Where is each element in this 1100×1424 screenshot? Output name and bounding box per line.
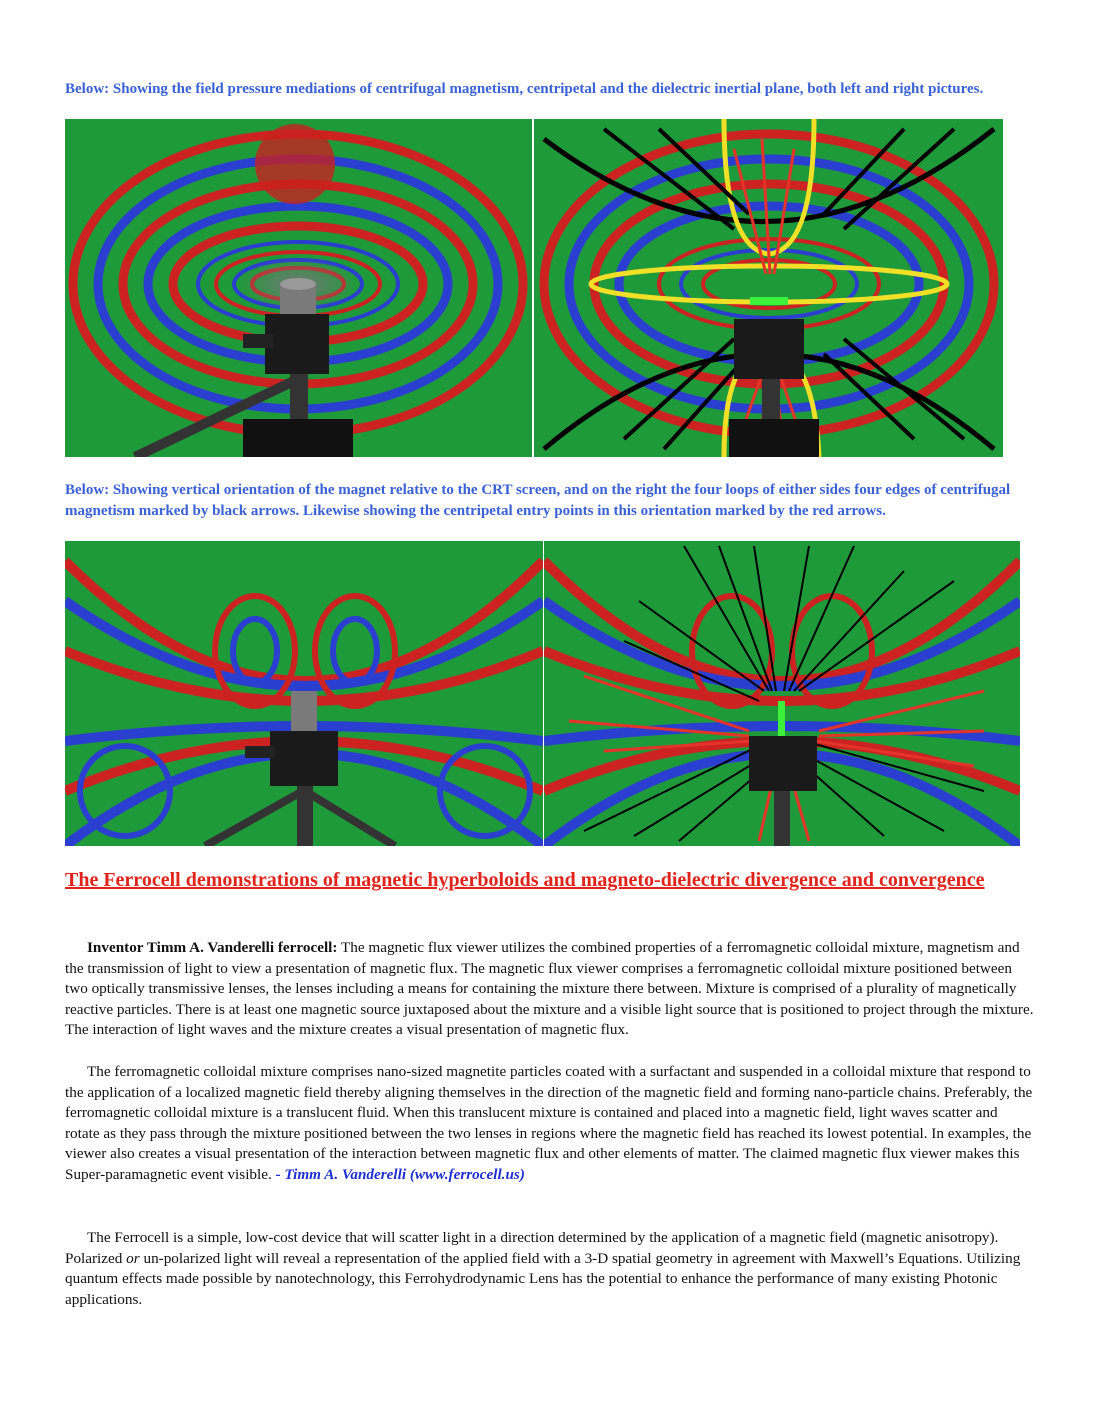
ferrocell-photo-vertical bbox=[65, 541, 543, 846]
ferrocell-photo-horizontal-annotated bbox=[534, 119, 1003, 457]
paragraph-inventor-body: The magnetic flux viewer utilizes the combined properties of a ferromagnetic colloidal mixture, magnetism and the transmission of light to view a presentation of magnetic flux. The magnetic flux viewer comprises a ferromagnetic colloidal mixture positioned between two optically transmissive lenses, the lenses including a means for containing the mixture there between. Mixture is comprised of a plurality of magnetically reactive particles. There is at least one magnetic source juxtaposed about the mixture and a visible light source that is positioned to project through the mixture. The interaction of light waves and the mixture creates a visual presentation of magnetic flux. bbox=[65, 939, 1034, 1038]
caption-field-pressure: Below: Showing the field pressure mediations of centrifugal magnetism, centripetal and the dielectric inertial plane, both left and right pictures. bbox=[65, 81, 984, 97]
paragraph-colloidal-mixture bbox=[65, 1062, 1035, 1185]
ferrocell-photo-vertical-annotated bbox=[544, 541, 1020, 846]
inventor-lead: Inventor Timm A. Vanderelli ferrocell: bbox=[87, 939, 338, 956]
caption-vertical-orientation: Below: Showing vertical orientation of the magnet relative to the CRT screen, and on the right the four loops of either sides four edges of centrifugal magnetism marked by black arrows. Likewise showing the centripetal entry points in this orientation marked by the red arrows. bbox=[65, 482, 1011, 519]
paragraph-device-before: The Ferrocell is a simple, low-cost device that will scatter light in a direction determined by the application of a magnetic field (magnetic anisotropy). Polarized bbox=[65, 1229, 999, 1267]
paragraph-colloidal-body: The ferromagnetic colloidal mixture comprises nano-sized magnetite particles coated with a surfactant and suspended in a colloidal mixture that respond to the application of a localized magnetic field thereby aligning themselves in the direction of the magnetic field and forming nano-particle chains. Preferably, the ferromagnetic colloidal mixture is a translucent fluid. When this translucent mixture is contained and placed into a magnetic field, light waves scatter and rotate as they pass through the mixture positioned between the two lenses in regions where the magnetic field has reached its lowest potential. In examples, the viewer also creates a visual presentation of the interaction between magnetic flux and other elements of matter. The claimed magnetic flux viewer makes this Super-paramagnetic event visible. bbox=[65, 1063, 1033, 1183]
paragraph-inventor bbox=[65, 938, 1035, 1041]
ferrocell-photo-horizontal bbox=[65, 119, 532, 457]
section-heading: The Ferrocell demonstrations of magnetic hyperboloids and magneto-dielectric divergence and convergence bbox=[65, 869, 985, 891]
vanderelli-signature: - Timm A. Vanderelli (www.ferrocell.us) bbox=[271, 1165, 525, 1183]
paragraph-device-after: un-polarized light will reveal a representation of the applied field with a 3-D spatial geometry in agreement with Maxwell’s Equations. Utilizing quantum effects made possible by nanotechnology, this Ferrohydrodynamic Lens has the potential to enhance the performance of many existing Photonic applications. bbox=[65, 1249, 1021, 1308]
paragraph-ferrocell-device bbox=[65, 1228, 1035, 1310]
paragraph-device-italic: or bbox=[126, 1249, 140, 1267]
